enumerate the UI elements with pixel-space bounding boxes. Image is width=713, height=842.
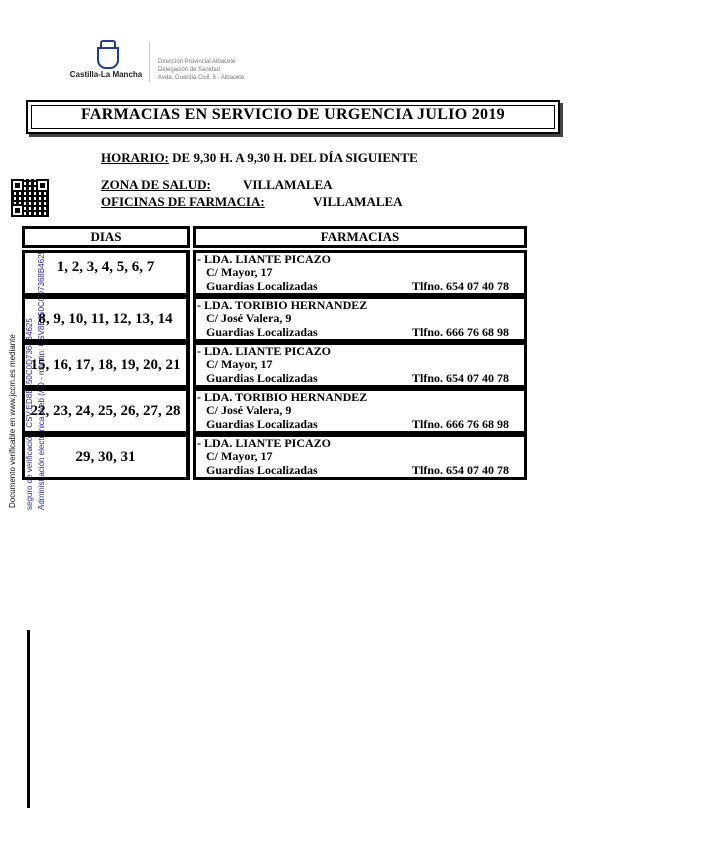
pharmacy-guard: Guardias Localizadas xyxy=(206,371,318,385)
pharmacy-cell xyxy=(193,250,527,296)
horario-value: DE 9,30 H. A 9,30 H. DEL DÍA SIGUIENTE xyxy=(172,150,418,165)
pharmacy-cell xyxy=(193,388,527,434)
pharmacy-cell xyxy=(193,434,527,480)
oficinas-value: VILLAMALEA xyxy=(313,194,403,209)
pharmacy-address: C/ José Valera, 9 xyxy=(206,403,292,417)
qr-code-icon xyxy=(11,179,49,217)
zona-value: VILLAMALEA xyxy=(243,177,333,192)
pharmacy-guard: Guardias Localizadas xyxy=(206,279,318,293)
pharmacy-address: C/ José Valera, 9 xyxy=(206,311,292,325)
pharmacy-name: - LDA. TORIBIO HERNANDEZ xyxy=(197,390,368,404)
dept-line: Avda. Guardia Civil, 5 · Albacete xyxy=(158,75,245,81)
scan-artifact-line xyxy=(27,630,30,808)
verification-text-3: Administración electrónica Web (AD - mentin: CSV8E450C0D7368B4625 xyxy=(37,250,46,510)
dept-line: Delegación de Sanidad xyxy=(158,67,221,73)
pharmacy-phone: Tlfno. 666 76 68 98 xyxy=(412,417,510,431)
pharmacy-phone: Tlfno. 666 76 68 98 xyxy=(412,325,510,339)
pharmacy-name: - LDA. LIANTE PICAZO xyxy=(197,436,332,450)
jccm-logo xyxy=(66,40,146,86)
oficinas-label: OFICINAS DE FARMACIA: xyxy=(101,194,265,209)
pharmacy-address: C/ Mayor, 17 xyxy=(206,449,273,463)
pharmacy-address: C/ Mayor, 17 xyxy=(206,357,273,371)
pharmacy-name: - LDA. TORIBIO HERNANDEZ xyxy=(197,298,368,312)
page-title: FARMACIAS EN SERVICIO DE URGENCIA JULIO 2019 xyxy=(81,106,505,123)
horario-label: HORARIO: xyxy=(101,150,169,165)
table-row xyxy=(22,342,527,388)
table-row xyxy=(22,250,527,296)
table-row xyxy=(22,434,527,480)
department-block xyxy=(158,58,244,82)
verification-text-2: seguro de verificación: CSV:ED8E450C0D7368B4625 xyxy=(25,318,34,510)
table-row xyxy=(22,388,527,434)
header-dias: DIAS xyxy=(22,226,190,248)
days-cell: 29, 30, 31 xyxy=(22,434,190,480)
pharmacy-name: - LDA. LIANTE PICAZO xyxy=(197,252,332,266)
verification-text-1: Documento verificable en www.jccm.es mediante xyxy=(8,334,17,508)
pharmacy-guard: Guardias Localizadas xyxy=(206,325,318,339)
pharmacy-guard: Guardias Localizadas xyxy=(206,463,318,477)
days-cell: 8, 9, 10, 11, 12, 13, 14 xyxy=(22,296,190,342)
logo-divider xyxy=(149,42,150,82)
header-farmacias: FARMACIAS xyxy=(193,226,527,248)
horario-line xyxy=(101,150,418,166)
days-cell: 22, 23, 24, 25, 26, 27, 28 xyxy=(22,388,190,434)
pharmacy-phone: Tlfno. 654 07 40 78 xyxy=(412,371,510,385)
pharmacy-cell xyxy=(193,342,527,388)
pharmacy-guard: Guardias Localizadas xyxy=(206,417,318,431)
days-cell: 15, 16, 17, 18, 19, 20, 21 xyxy=(22,342,190,388)
zona-label: ZONA DE SALUD: xyxy=(101,177,211,192)
table-row xyxy=(22,296,527,342)
pharmacy-phone: Tlfno. 654 07 40 78 xyxy=(412,463,510,477)
pharmacy-address: C/ Mayor, 17 xyxy=(206,265,273,279)
dept-line: Dirección Provincial Albacete xyxy=(158,59,236,65)
pharmacy-phone: Tlfno. 654 07 40 78 xyxy=(412,279,510,293)
pharmacy-name: - LDA. LIANTE PICAZO xyxy=(197,344,332,358)
days-cell: 1, 2, 3, 4, 5, 6, 7 xyxy=(22,250,190,296)
pharmacy-cell xyxy=(193,296,527,342)
coat-of-arms-icon xyxy=(95,40,117,66)
logo-name: Castilla-La Mancha xyxy=(69,70,143,79)
